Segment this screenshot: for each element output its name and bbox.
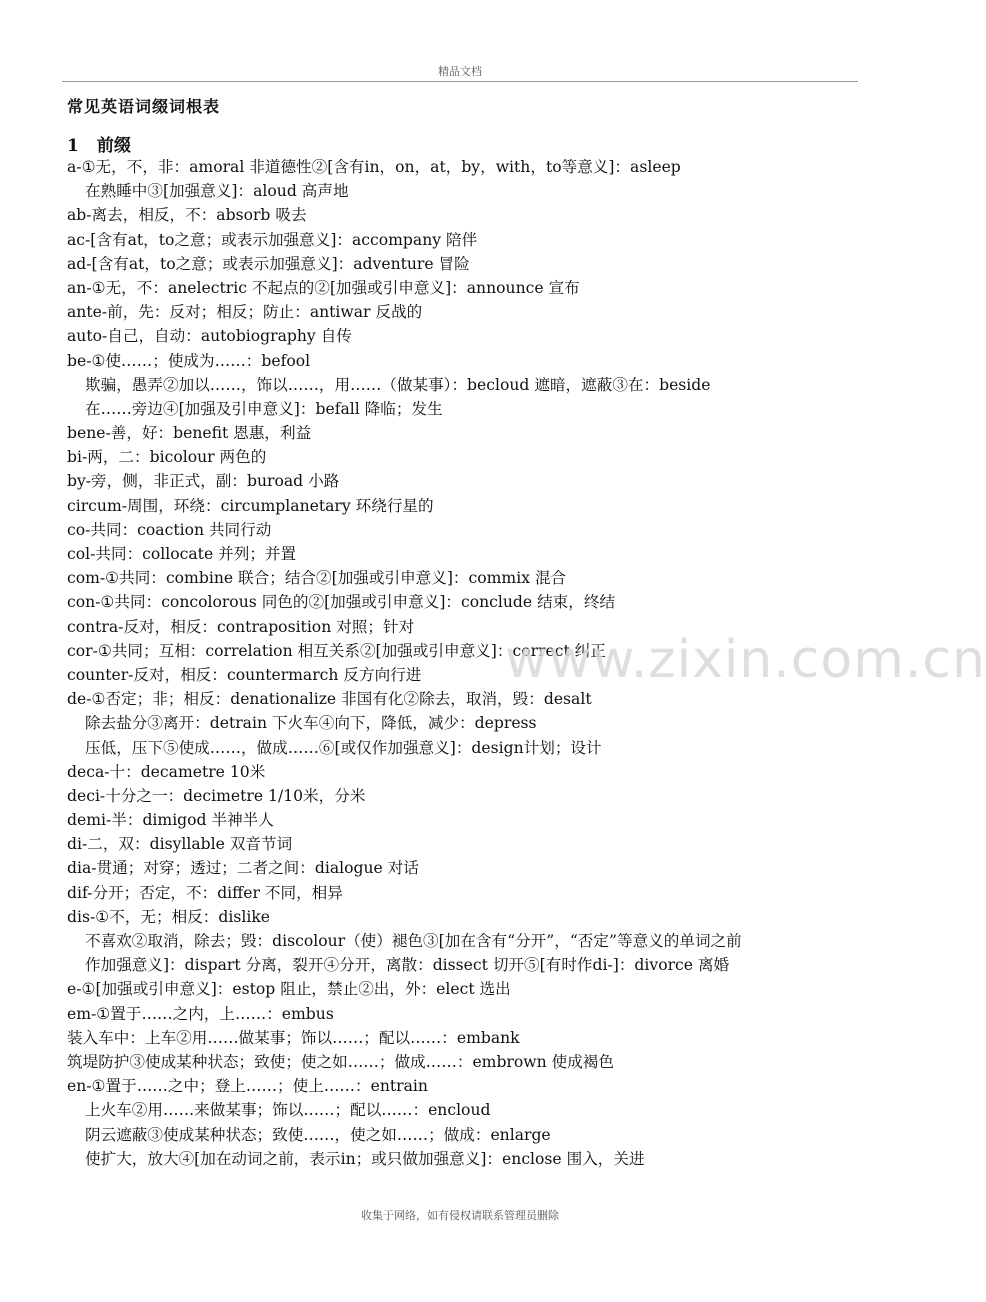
list-item: ante-前，先：反对；相反；防止：antiwar 反战的 <box>67 303 423 322</box>
list-item: bene-善，好：benefit 恩惠，利益 <box>67 424 312 443</box>
section-label: 前缀 <box>96 136 131 156</box>
list-item: de-①否定；非；相反：denationalize 非国有化②除去，取消，毁：desalt <box>67 690 592 709</box>
affix-list <box>67 155 857 1171</box>
list-item: contra-反对，相反：contraposition 对照；针对 <box>67 617 415 636</box>
list-item: 除去盐分③离开：detrain 下火车④向下，降低，减少：depress <box>85 714 537 733</box>
list-item: 在……旁边④[加强及引申意义]：befall 降临；发生 <box>85 399 443 418</box>
list-item: em-①置于……之内，上……：embus <box>67 1004 334 1023</box>
page-footer: 收集于网络，如有侵权请联系管理员删除 <box>361 1209 559 1222</box>
list-item: a-①无，不，非：amoral 非道德性②[含有in，on，at，by，with，to等意义]：asleep <box>67 158 681 176</box>
document-title: 常见英语词缀词根表 <box>67 97 221 116</box>
list-item: e-①[加强或引申意义]：estop 阻止，禁止②出，外：elect 选出 <box>67 980 511 999</box>
list-item: col-共同：collocate 并列；并置 <box>67 545 297 563</box>
list-item: co-共同：coaction 共同行动 <box>67 520 272 539</box>
list-item: 上火车②用……来做某事；饰以……；配以……：encloud <box>85 1101 491 1120</box>
list-item: 筑堤防护③使成某种状态；致使；使之如……；做成……：embrown 使成褐色 <box>67 1052 614 1071</box>
watermark: www.zixin.com.cn <box>505 630 986 690</box>
list-item: 在熟睡中③[加强意义]：aloud 高声地 <box>85 182 349 201</box>
list-item: 装入车中：上车②用……做某事；饰以……；配以……：embank <box>67 1028 520 1047</box>
list-item: 压低，压下⑤使成……，做成……⑥[或仅作加强意义]：design计划；设计 <box>85 738 602 757</box>
list-item: an-①无，不：anelectric 不起点的②[加强或引申意义]：announce 宣布 <box>67 278 580 297</box>
list-item: ac-[含有at，to之意；或表示加强意义]：accompany 陪伴 <box>67 230 478 249</box>
list-item: demi-半：dimigod 半神半人 <box>67 811 274 830</box>
list-item: deci-十分之一：decimetre 1/10米，分米 <box>67 786 366 805</box>
list-item: deca-十：decametre 10米 <box>67 762 266 781</box>
list-item: dis-①不，无；相反：dislike <box>67 907 271 926</box>
list-item: dif-分开；否定，不：differ 不同，相异 <box>67 883 343 902</box>
section-heading <box>67 131 131 156</box>
list-item: circum-周围，环绕：circumplanetary 环绕行星的 <box>67 496 434 515</box>
list-item: 使扩大，放大④[加在动词之前，表示in；或只做加强意义]：enclose 围入，关进 <box>85 1149 645 1168</box>
header-divider <box>62 81 858 82</box>
section-number: 1 <box>67 136 79 156</box>
list-item: dia-贯通；对穿；透过；二者之间：dialogue 对话 <box>67 859 419 878</box>
list-item: en-①置于……之中；登上……；使上……：entrain <box>67 1077 428 1096</box>
list-item: ab-离去，相反，不：absorb 吸去 <box>67 206 307 225</box>
list-item: bi-两，二：bicolour 两色的 <box>67 448 267 467</box>
list-item: 阴云遮蔽③使成某种状态；致使……，使之如……；做成：enlarge <box>85 1125 551 1144</box>
list-item: counter-反对，相反：countermarch 反方向行进 <box>67 665 422 684</box>
list-item: 作加强意义]：dispart 分离，裂开④分开，离散：dissect 切开⑤[有时作di-]：divorce 离婚 <box>85 956 730 975</box>
list-item: ad-[含有at，to之意；或表示加强意义]：adventure 冒险 <box>67 254 470 273</box>
list-item: be-①使……；使成为……：befool <box>67 351 311 370</box>
list-item: cor-①共同；互相：correlation 相互关系②[加强或引申意义]：correct 纠正 <box>67 641 606 660</box>
list-item: con-①共同：concolorous 同色的②[加强或引申意义]：conclude 结束，终结 <box>67 593 616 612</box>
page-header: 精品文档 <box>438 65 482 78</box>
list-item: by-旁，侧，非正式，副：buroad 小路 <box>67 472 340 491</box>
list-item: 欺骗，愚弄②加以……，饰以……，用……（做某事）：becloud 遮暗，遮蔽③在：beside <box>85 375 711 394</box>
list-item: di-二，双：disyllable 双音节词 <box>67 835 293 854</box>
list-item: auto-自己，自动：autobiography 自传 <box>67 327 352 346</box>
list-item: 不喜欢②取消，除去；毁：discolour（使）褪色③[加在含有“分开”，“否定”等意义的单词之前 <box>85 932 742 950</box>
list-item: com-①共同：combine 联合；结合②[加强或引申意义]：commix 混合 <box>67 569 567 588</box>
